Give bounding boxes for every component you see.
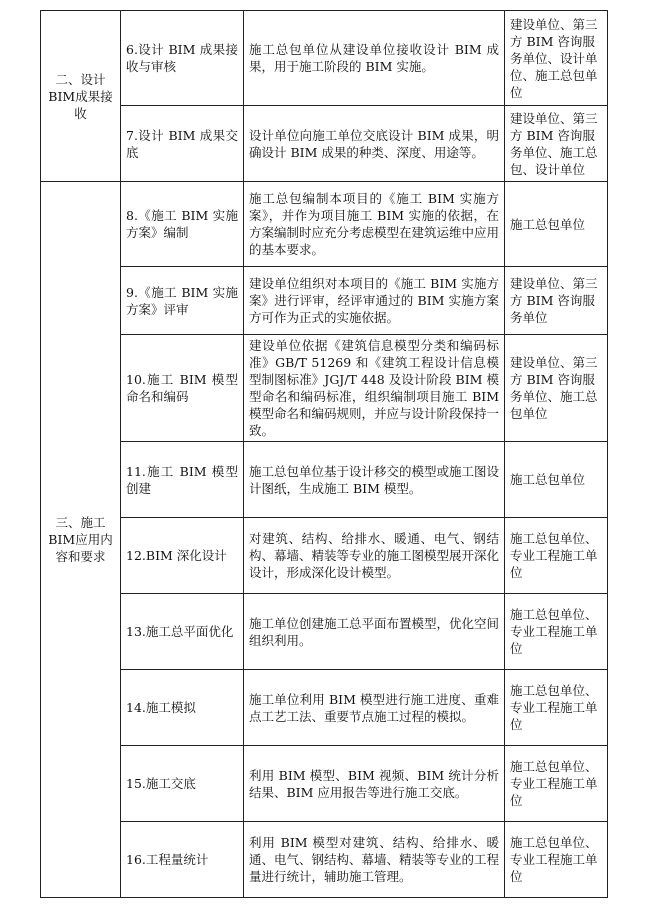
- table-row: [41, 442, 608, 518]
- content-cell: 施工总包单位基于设计移交的模型或施工图设计图纸，生成施工 BIM 模型。: [244, 442, 505, 518]
- table-row: [41, 746, 608, 822]
- party-cell: 建设单位、第三方 BIM 咨询服务单位、设计单位、施工总包单位: [505, 11, 608, 106]
- content-cell: 建设单位组织对本项目的《施工 BIM 实施方案》进行评审，经评审通过的 BIM 实施方案方可作为正式的实施依据。: [244, 267, 505, 335]
- content-cell: 施工单位创建施工总平面布置模型，优化空间组织利用。: [244, 594, 505, 670]
- table-row: [41, 518, 608, 594]
- party-cell: 施工总包单位、专业工程施工单位: [505, 746, 608, 822]
- item-cell: 6.设计 BIM 成果接收与审核: [121, 11, 244, 106]
- table-row: [41, 11, 608, 106]
- bim-requirements-table: [40, 10, 608, 898]
- content-cell: 利用 BIM 模型、BIM 视频、BIM 统计分析结果、BIM 应用报告等进行施工交底。: [244, 746, 505, 822]
- item-cell: 13.施工总平面优化: [121, 594, 244, 670]
- party-cell: 建设单位、第三方 BIM 咨询服务单位、施工总包单位: [505, 335, 608, 442]
- party-cell: 施工总包单位、专业工程施工单位: [505, 670, 608, 746]
- table-row: [41, 670, 608, 746]
- item-cell: 14.施工模拟: [121, 670, 244, 746]
- phase-cell: 三、施工BIM应用内容和要求: [41, 182, 121, 898]
- content-cell: 施工总包单位从建设单位接收设计 BIM 成果，用于施工阶段的 BIM 实施。: [244, 11, 505, 106]
- item-cell: 7.设计 BIM 成果交底: [121, 106, 244, 182]
- table-row: [41, 267, 608, 335]
- item-cell: 15.施工交底: [121, 746, 244, 822]
- table-row: [41, 822, 608, 898]
- content-cell: 施工总包编制本项目的《施工 BIM 实施方案》，并作为项目施工 BIM 实施的依据，在方案编制时应充分考虑模型在建筑运维中应用的基本要求。: [244, 182, 505, 267]
- content-cell: 对建筑、结构、给排水、暖通、电气、钢结构、幕墙、精装等专业的施工图模型展开深化设计，形成深化设计模型。: [244, 518, 505, 594]
- table-row: [41, 106, 608, 182]
- content-cell: 施工单位利用 BIM 模型进行施工进度、重难点工艺工法、重要节点施工过程的模拟。: [244, 670, 505, 746]
- party-cell: 施工总包单位: [505, 442, 608, 518]
- party-cell: 施工总包单位、专业工程施工单位: [505, 822, 608, 898]
- party-cell: 施工总包单位、专业工程施工单位: [505, 518, 608, 594]
- item-cell: 9.《施工 BIM 实施方案》评审: [121, 267, 244, 335]
- content-cell: 建设单位依据《建筑信息模型分类和编码标准》GB/T 51269 和《建筑工程设计信息模型制图标准》JGJ/T 448 及设计阶段 BIM 模型命名和编码标准，组织编制项目施工 BIM 模型命名和编码规则，并应与设计阶段保持一致。: [244, 335, 505, 442]
- content-cell: 利用 BIM 模型对建筑、结构、给排水、暖通、电气、钢结构、幕墙、精装等专业的工程量进行统计，辅助施工管理。: [244, 822, 505, 898]
- table-row: [41, 594, 608, 670]
- item-cell: 16.工程量统计: [121, 822, 244, 898]
- table-row: [41, 182, 608, 267]
- item-cell: 12.BIM 深化设计: [121, 518, 244, 594]
- item-cell: 11.施工 BIM 模型创建: [121, 442, 244, 518]
- party-cell: 建设单位、第三方 BIM 咨询服务单位、施工总包、设计单位: [505, 106, 608, 182]
- party-cell: 建设单位、第三方 BIM 咨询服务单位: [505, 267, 608, 335]
- party-cell: 施工总包单位、专业工程施工单位: [505, 594, 608, 670]
- content-cell: 设计单位向施工单位交底设计 BIM 成果，明确设计 BIM 成果的种类、深度、用途等。: [244, 106, 505, 182]
- party-cell: 施工总包单位: [505, 182, 608, 267]
- item-cell: 8.《施工 BIM 实施方案》编制: [121, 182, 244, 267]
- item-cell: 10.施工 BIM 模型命名和编码: [121, 335, 244, 442]
- table-row: [41, 335, 608, 442]
- phase-cell: 二、设计BIM成果接收: [41, 11, 121, 182]
